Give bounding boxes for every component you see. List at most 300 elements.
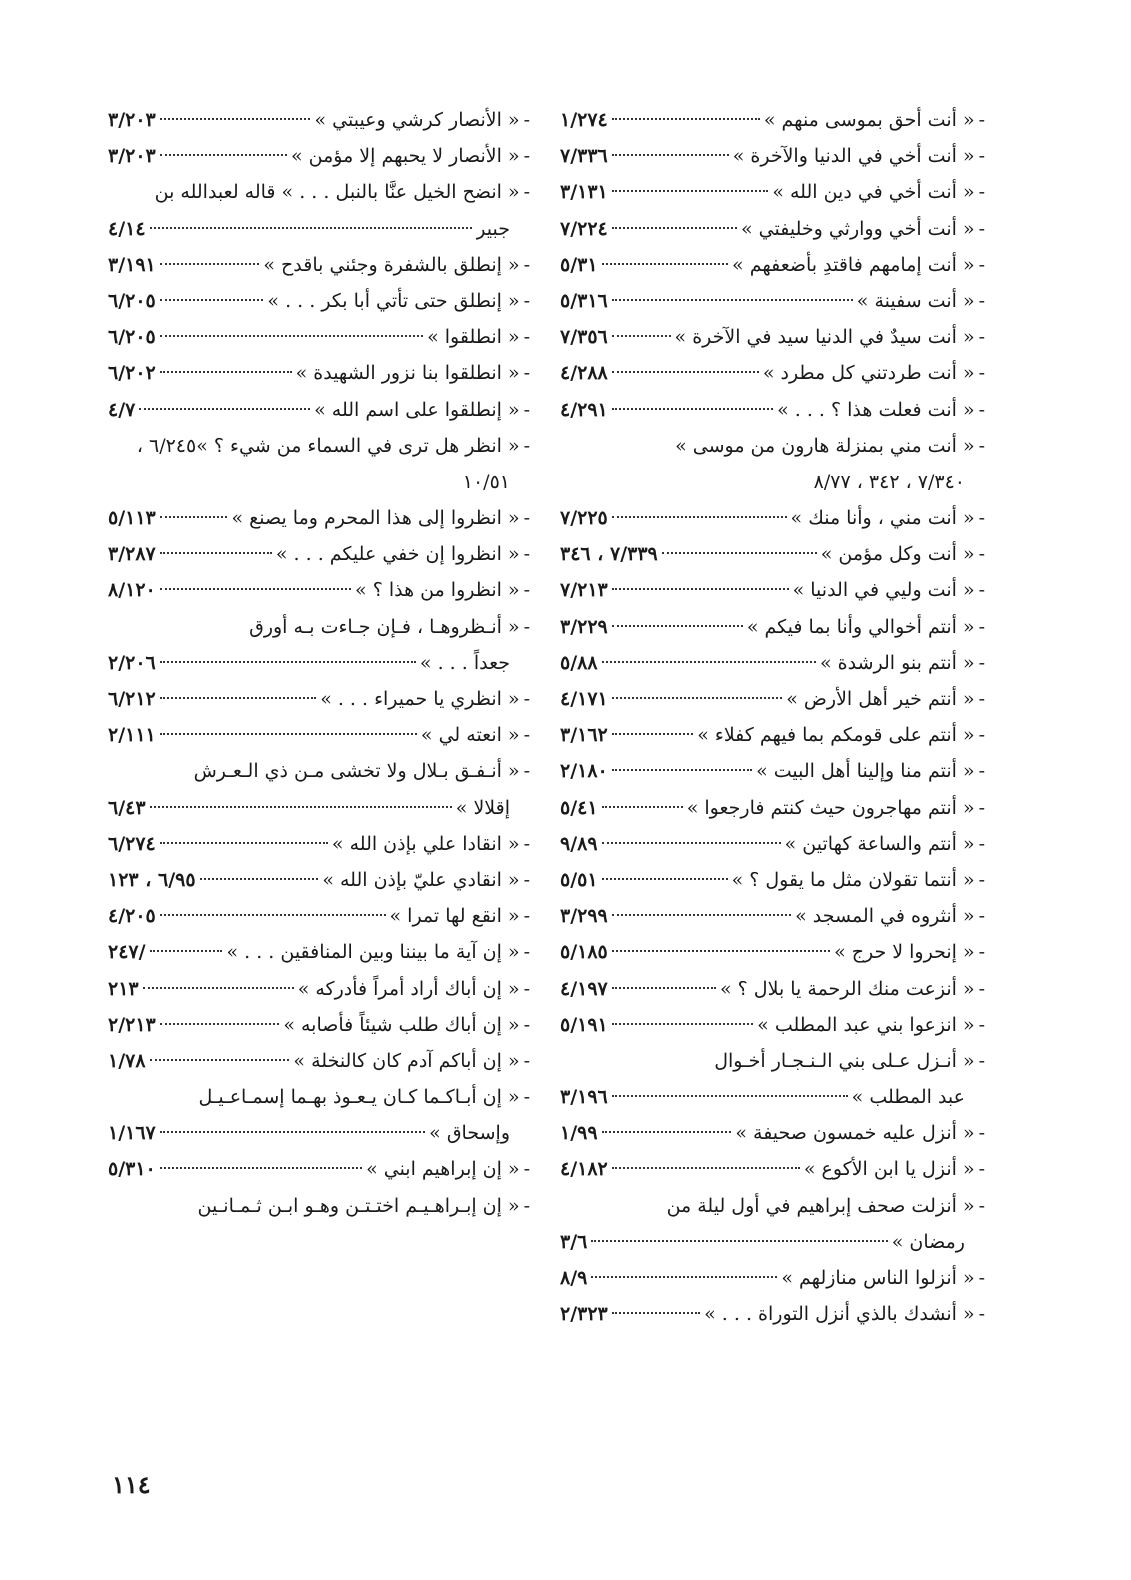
entry-dash: - (978, 434, 985, 457)
entry-continuation-line (108, 464, 530, 500)
entry-text: « انقادا علي بإذن الله » (331, 832, 520, 855)
index-entry (108, 500, 530, 536)
entry-line (560, 971, 985, 1007)
entry-reference: ٢/٢١٣ (108, 1013, 156, 1036)
entry-reference: ٣/٢٢٩ (560, 615, 608, 638)
entry-line (560, 536, 985, 572)
index-entry (560, 572, 985, 608)
entry-dash: - (523, 615, 530, 638)
leader-dots (612, 189, 769, 192)
entry-text: « أنت أحق بموسى منهم » (763, 109, 975, 131)
entry-dash: - (978, 1194, 985, 1217)
index-entry (560, 717, 985, 753)
leader-dots (160, 660, 416, 663)
entry-dash: - (978, 977, 985, 1000)
entry-reference: ٦/٩٥ ، ١٢٣ (108, 868, 196, 891)
leader-dots (612, 624, 743, 627)
entry-line (560, 174, 985, 210)
entry-dash: - (978, 362, 985, 385)
index-entry (108, 174, 530, 246)
entry-line (108, 609, 530, 645)
entry-line (560, 790, 985, 826)
entry-line (560, 1151, 985, 1187)
entry-text: « إن إبـراهـيـم اختـتـن وهـو ابـن ثـمـانـين (197, 1194, 520, 1217)
entry-reference: ٥/٤١ (560, 796, 598, 819)
index-entry (560, 1188, 985, 1260)
leader-dots (612, 986, 716, 989)
index-entry (108, 392, 530, 428)
entry-reference: ٧/٢٢٤ (560, 217, 608, 240)
entry-reference: ٥/٣١ (560, 253, 598, 276)
entry-text: « إن أباك طلب شيئاً فأصابه » (283, 1013, 520, 1036)
leader-dots (150, 1058, 290, 1061)
entry-reference: ٥/٣١٦ (560, 289, 608, 312)
index-entry (560, 971, 985, 1007)
entry-continuation-line (108, 211, 530, 247)
entry-line (560, 138, 985, 174)
entry-reference: ٧/٣٥٦ (560, 326, 608, 349)
entry-line (108, 319, 530, 355)
index-entry (560, 211, 985, 247)
index-entry (560, 1151, 985, 1187)
entry-continuation-text: ٧/٣٤٠ ، ٣٤٢ ، ٨/٧٧ (813, 470, 965, 493)
entry-line (560, 717, 985, 753)
entry-dash: - (523, 688, 530, 710)
leader-dots (602, 660, 816, 663)
entry-line (560, 1260, 985, 1296)
entry-text: « إن آية ما بيننا وبين المنافقين . . . » (226, 941, 520, 964)
entry-text: « أنزلوا الناس منازلهم » (781, 1267, 975, 1289)
leader-dots (591, 1239, 887, 1242)
index-entry (108, 1188, 530, 1224)
entry-line (560, 609, 985, 645)
index-entry (560, 355, 985, 391)
entry-continuation-line (108, 1115, 530, 1151)
entry-dash: - (523, 398, 530, 421)
entry-line (560, 500, 985, 536)
leader-dots (160, 696, 316, 699)
entry-continuation-line (560, 1079, 985, 1115)
entry-dash: - (978, 217, 985, 240)
entry-reference: ٧/٣٣٦ (560, 145, 608, 168)
entry-text: « أنت أخي في دين الله » (772, 181, 975, 204)
index-entry (108, 609, 530, 681)
entry-reference: ٤/٢٨٨ (560, 362, 608, 385)
entry-continuation-line (560, 464, 985, 500)
entry-text: « أنت مني ، وأنا منك » (790, 507, 975, 530)
entry-text: « أنتم خير أهل الأرض » (786, 688, 975, 710)
entry-dash: - (523, 832, 530, 855)
entry-line (108, 174, 530, 210)
entry-line (560, 355, 985, 391)
entry-dash: - (978, 289, 985, 312)
index-entry (108, 355, 530, 391)
entry-text: « أنتما تقولان مثل ما يقول ؟ » (731, 868, 975, 891)
entry-line (108, 1043, 530, 1079)
entry-text: « أنت وليي في الدنيا » (792, 579, 975, 602)
index-entry (108, 753, 530, 825)
entry-continuation-text: جبير (476, 217, 510, 240)
entry-line (108, 1079, 530, 1115)
entry-line (108, 536, 530, 572)
entry-text: « إن أباكم آدم كان كالنخلة » (293, 1049, 520, 1072)
index-entry (108, 536, 530, 572)
entry-dash: - (978, 796, 985, 819)
entry-dash: - (523, 941, 530, 964)
entry-text: « أنـزل عـلى بني الـنـجـار أخـوال (714, 1049, 975, 1072)
entry-text: « إن أباك أراد أمراً فأدركه » (297, 977, 520, 1000)
entry-dash: - (523, 145, 530, 168)
entry-line (108, 753, 530, 789)
index-entry (108, 247, 530, 283)
index-entry (108, 826, 530, 862)
entry-text: « أنزلت صحف إبراهيم في أول ليلة من (666, 1194, 975, 1217)
entry-reference: ٩/٨٩ (560, 832, 598, 855)
index-entry (560, 1043, 985, 1115)
entry-reference: ٢/١٨٠ (560, 760, 608, 783)
index-entry (560, 138, 985, 174)
entry-text: « أنزعت منك الرحمة يا بلال ؟ » (720, 977, 975, 1000)
entry-line (108, 717, 530, 753)
entry-reference: ٥/١١٣ (108, 507, 156, 530)
entry-dash: - (978, 181, 985, 204)
entry-line (108, 283, 530, 319)
entry-reference: ٦/٢٠٥ (108, 326, 156, 349)
entry-line (108, 102, 530, 138)
leader-dots (160, 117, 311, 120)
leader-dots (160, 262, 260, 265)
entry-text: « أنتم على قومكم بما فيهم كفلاء » (697, 724, 975, 747)
entry-text: « إن أبـاكـما كـان يـعـوذ بهـما إسمـاعـيـل (198, 1086, 520, 1109)
entry-dash: - (978, 1122, 985, 1145)
entry-dash: - (523, 507, 530, 530)
entry-dash: - (523, 253, 530, 276)
index-entry (108, 898, 530, 934)
entry-reference: ٦/٢٠٥ (108, 289, 156, 312)
entry-text: « انظري يا حميراء . . . » (320, 688, 520, 710)
entry-reference: ٥/٣١٠ (108, 1158, 156, 1181)
leader-dots (143, 986, 294, 989)
leader-dots (612, 587, 789, 590)
entry-line (108, 247, 530, 283)
entry-line (108, 934, 530, 970)
entry-dash: - (523, 181, 530, 204)
index-entry (560, 1296, 985, 1332)
entry-text: « الأنصار لا يحبهم إلا مؤمن » (290, 145, 520, 168)
entry-line (108, 392, 530, 428)
leader-dots (160, 732, 417, 735)
entry-dash: - (978, 651, 985, 674)
index-entry (560, 609, 985, 645)
entry-reference: ٢١٣ (108, 977, 139, 1000)
index-entry (560, 102, 985, 138)
entry-text: « أنتم والساعة كهاتين » (784, 832, 975, 855)
entry-text: « إنحروا لا حرج » (834, 941, 975, 964)
entry-text: « أنـفـق بـلال ولا تخشى مـن ذي الـعـرش (193, 760, 520, 783)
entry-text: « أنشدك بالذي أنزل التوراة . . . » (704, 1303, 975, 1326)
entry-reference: ٨/١٢٠ (108, 579, 156, 602)
index-entry (108, 971, 530, 1007)
entry-reference: ٤/١٧١ (560, 688, 608, 710)
leader-dots (612, 1094, 848, 1097)
entry-dash: - (523, 1086, 530, 1109)
entry-text: « أنت إمامهم فاقتدِ بأضعفهم » (732, 253, 975, 276)
entry-reference: /٢٤٧ (108, 941, 146, 964)
entry-reference: ٨/٩ (560, 1267, 588, 1289)
entry-dash: - (978, 1158, 985, 1181)
entry-line (560, 211, 985, 247)
entry-reference: ٣/٢٩٩ (560, 905, 608, 928)
entry-reference: ٤/٢٠٥ (108, 905, 156, 928)
entry-text: « أنزل عليه خمسون صحيفة » (735, 1122, 975, 1145)
entry-dash: - (978, 145, 985, 168)
entry-dash: - (523, 1013, 530, 1036)
entry-dash: - (523, 579, 530, 602)
entry-reference: ٦/٢١٢ (108, 688, 156, 710)
index-entry (560, 826, 985, 862)
entry-reference: ٣/١٩١ (108, 253, 156, 276)
entry-dash: - (523, 977, 530, 1000)
entry-line (560, 645, 985, 681)
index-entry (560, 500, 985, 536)
entry-text: « انقع لها تمرا » (389, 905, 520, 928)
index-entry (560, 753, 985, 789)
entry-line (560, 572, 985, 608)
entry-line (560, 1296, 985, 1332)
entry-dash: - (978, 1013, 985, 1036)
leader-dots (160, 551, 272, 554)
index-entry (108, 572, 530, 608)
leader-dots (160, 1166, 362, 1169)
entry-text: « انظروا إن خفي عليكم . . . » (275, 543, 520, 566)
entry-continuation-line (108, 790, 530, 826)
leader-dots (662, 551, 817, 554)
leader-dots (612, 949, 830, 952)
leader-dots (612, 226, 737, 229)
entry-reference: ٥/١٩١ (560, 1013, 608, 1036)
index-entry (108, 1043, 530, 1079)
entry-text: « أنت وكل مؤمن » (820, 543, 975, 566)
entry-reference: ٤/١٤ (108, 217, 146, 240)
entry-reference: ٥/٨٨ (560, 651, 598, 674)
index-entry (560, 247, 985, 283)
entry-line (108, 862, 530, 898)
entry-reference: ٣/١٦٢ (560, 724, 608, 747)
entry-text: « انظر هل ترى في السماء من شيء ؟ »٦/٢٤٥ ، (136, 434, 520, 457)
leader-dots (160, 587, 351, 590)
entry-dash: - (523, 289, 530, 312)
leader-dots (602, 262, 728, 265)
leader-dots (602, 877, 728, 880)
leader-dots (160, 298, 264, 301)
index-entry (108, 1007, 530, 1043)
entry-reference: ٦/٢٠٢ (108, 362, 156, 385)
entry-text: « الأنصار كرشي وعيبتي » (314, 109, 520, 131)
entry-text: « أنزل يا ابن الأكوع » (803, 1158, 975, 1181)
entry-text: « انطلقوا » (427, 326, 520, 349)
leader-dots (612, 334, 671, 337)
entry-text: « انظروا من هذا ؟ » (355, 579, 520, 602)
entry-dash: - (978, 398, 985, 421)
entry-dash: - (523, 1194, 530, 1217)
leader-dots (612, 153, 729, 156)
entry-continuation-line (108, 645, 530, 681)
leader-dots (612, 1166, 800, 1169)
index-entry (108, 138, 530, 174)
leader-dots (602, 805, 683, 808)
leader-dots (139, 407, 310, 410)
index-entry (108, 862, 530, 898)
entry-line (560, 1007, 985, 1043)
entry-text: « إنطلق حتى تأتي أبا بكر . . . » (267, 289, 520, 312)
entry-text: « إن إبراهيم ابني » (366, 1158, 520, 1181)
index-entry (560, 1007, 985, 1043)
entry-reference: ٣/٢٠٣ (108, 145, 156, 168)
entry-text: « أنثروه في المسجد » (795, 905, 975, 928)
entry-dash: - (978, 109, 985, 131)
entry-text: « أنت سفينة » (856, 289, 975, 312)
entry-line (108, 681, 530, 717)
entry-dash: - (523, 543, 530, 566)
entry-line (560, 319, 985, 355)
entry-dash: - (978, 507, 985, 530)
entry-text: « أنت فعلت هذا ؟ . . . » (777, 398, 975, 421)
entry-text: « انعته لي » (420, 724, 520, 747)
leader-dots (612, 370, 759, 373)
entry-text: « انظروا إلى هذا المحرم وما يصنع » (231, 507, 520, 530)
entry-line (560, 934, 985, 970)
entry-text: « أنتم مهاجرون حيث كنتم فارجعوا » (686, 796, 975, 819)
entry-line (560, 898, 985, 934)
index-column-right (560, 102, 985, 1332)
index-entry (108, 283, 530, 319)
entry-line (108, 971, 530, 1007)
entry-dash: - (978, 615, 985, 638)
entry-line (560, 862, 985, 898)
entry-reference: ٢/٢٠٦ (108, 651, 156, 674)
leader-dots (602, 841, 781, 844)
entry-reference: ١/٧٨ (108, 1049, 146, 1072)
index-entry (560, 681, 985, 717)
entry-text: « أنتم أخوالي وأنا بما فيكم » (746, 615, 975, 638)
entry-reference: ٧/٣٣٩ ، ٣٤٦ (560, 543, 658, 566)
entry-reference: ٦/٤٣ (108, 796, 146, 819)
entry-dash: - (978, 543, 985, 566)
leader-dots (602, 1130, 732, 1133)
entry-line (560, 392, 985, 428)
entry-dash: - (523, 1158, 530, 1181)
entry-reference: ٧/٢٢٥ (560, 507, 608, 530)
entry-dash: - (523, 1049, 530, 1072)
leader-dots (150, 226, 473, 229)
entry-text: « انزعوا بني عبد المطلب » (757, 1013, 975, 1036)
entry-dash: - (978, 941, 985, 964)
entry-reference: ١/٢٧٤ (560, 109, 608, 131)
leader-dots (160, 841, 328, 844)
entry-line (560, 247, 985, 283)
entry-dash: - (978, 724, 985, 747)
entry-dash: - (523, 868, 530, 891)
entry-reference: ٤/١٩٧ (560, 977, 608, 1000)
index-entry (560, 536, 985, 572)
leader-dots (612, 1311, 700, 1314)
entry-reference: ٥/٥١ (560, 868, 598, 891)
leader-dots (160, 153, 287, 156)
index-entry (108, 428, 530, 500)
leader-dots (612, 732, 693, 735)
index-entry (108, 319, 530, 355)
leader-dots (612, 696, 783, 699)
entry-continuation-text: جعداً . . . » (419, 651, 510, 674)
entry-reference: ٥/١٨٥ (560, 941, 608, 964)
entry-reference: ٦/٢٧٤ (108, 832, 156, 855)
leader-dots (612, 913, 791, 916)
entry-text: « أنـظروهـا ، فـإن جـاءت بـه أورق (249, 615, 520, 638)
entry-continuation-text: رمضان » (891, 1230, 965, 1253)
entry-text: « انطلقوا بنا نزور الشهيدة » (295, 362, 520, 385)
entry-line (560, 1115, 985, 1151)
entry-dash: - (523, 362, 530, 385)
entry-dash: - (978, 1267, 985, 1289)
entry-dash: - (523, 326, 530, 349)
index-entry (560, 283, 985, 319)
entry-line (108, 138, 530, 174)
entry-line (560, 826, 985, 862)
entry-continuation-text: وإسحاق » (429, 1122, 510, 1145)
entry-line (108, 355, 530, 391)
index-entry (560, 392, 985, 428)
entry-dash: - (523, 109, 530, 131)
entry-line (560, 681, 985, 717)
entry-line (108, 826, 530, 862)
entry-reference: ٣/١٣١ (560, 181, 608, 204)
entry-line (560, 1043, 985, 1079)
entry-reference: ٤/٧ (108, 398, 136, 421)
entry-dash: - (978, 253, 985, 276)
entry-reference: ١/٩٩ (560, 1122, 598, 1145)
leader-dots (612, 515, 787, 518)
index-entry (560, 898, 985, 934)
entry-dash: - (978, 760, 985, 783)
entry-line (560, 753, 985, 789)
index-column-left (108, 102, 530, 1224)
entry-continuation-text: إقلالا » (455, 796, 510, 819)
entry-text: « أنت مني بمنزلة هارون من موسى » (675, 434, 975, 457)
entry-text: « إنطلقوا على اسم الله » (314, 398, 520, 421)
leader-dots (160, 1022, 280, 1025)
entry-reference: ٣/١٩٦ (560, 1086, 608, 1109)
entry-line (560, 283, 985, 319)
leader-dots (150, 949, 223, 952)
leader-dots (612, 298, 853, 301)
index-entry (560, 174, 985, 210)
leader-dots (160, 334, 423, 337)
leader-dots (612, 1022, 753, 1025)
entry-dash: - (978, 326, 985, 349)
leader-dots (612, 407, 773, 410)
entry-line (560, 428, 985, 464)
entry-reference: ٧/٢١٣ (560, 579, 608, 602)
entry-text: « أنتم منا وإلينا أهل البيت » (756, 760, 975, 783)
entry-text: « انضح الخيل عنَّا بالنبل . . . » قاله لعبدالله بن (154, 181, 520, 204)
index-entry (560, 790, 985, 826)
entry-dash: - (523, 434, 530, 457)
entry-reference: ٢/١١١ (108, 724, 156, 747)
entry-dash: - (978, 579, 985, 602)
entry-text: « إنطلق بالشفرة وجئني باقدح » (263, 253, 520, 276)
leader-dots (160, 913, 386, 916)
entry-line (108, 1007, 530, 1043)
